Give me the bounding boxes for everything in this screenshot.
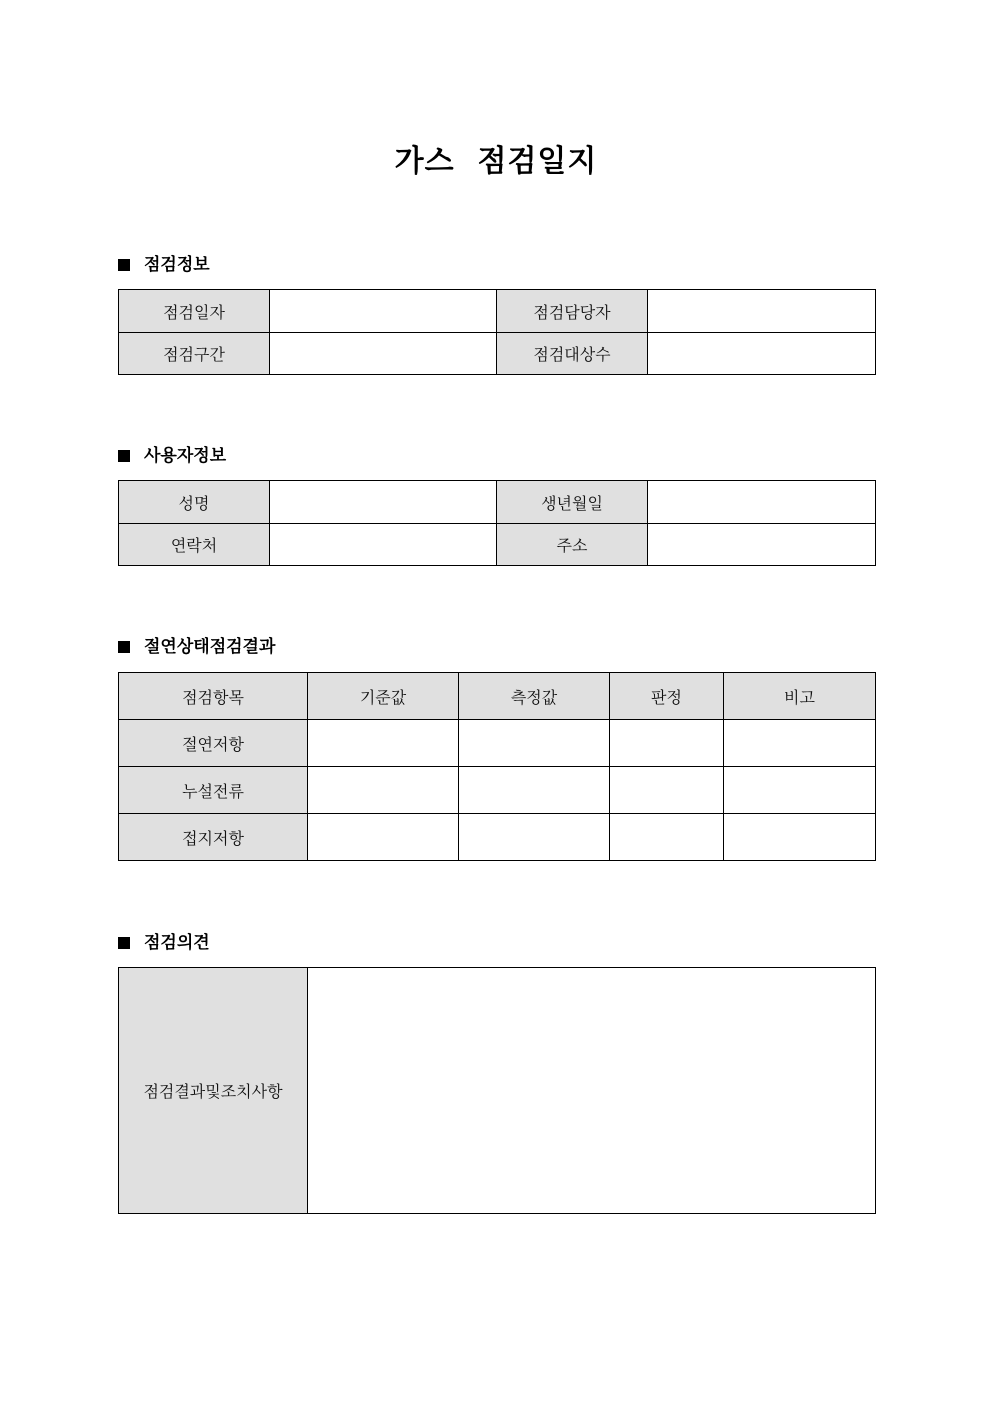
row-label-insulation-resistance: 절연저항 [119, 720, 308, 767]
table-row [119, 290, 876, 333]
contact-label: 연락처 [119, 524, 270, 566]
name-label: 성명 [119, 481, 270, 524]
square-bullet-icon [118, 450, 130, 462]
inspection-date-field[interactable] [270, 290, 497, 333]
section-heading-label: 점검의견 [144, 933, 210, 953]
remarks-cell[interactable] [724, 767, 876, 814]
row-label-leakage-current: 누설전류 [119, 767, 308, 814]
opinion-table [118, 967, 876, 1214]
section-heading-label: 점검정보 [144, 255, 210, 275]
judgment-cell[interactable] [610, 720, 724, 767]
document-title: 가스 점검일지 [394, 144, 598, 179]
measured-value-cell[interactable] [459, 720, 610, 767]
contact-field[interactable] [270, 524, 497, 566]
remarks-cell[interactable] [724, 720, 876, 767]
inspection-date-label: 점검일자 [119, 290, 270, 333]
column-header-remarks: 비고 [724, 673, 876, 720]
column-header-standard: 기준값 [308, 673, 459, 720]
section-heading-label: 사용자정보 [144, 446, 227, 466]
section-heading-insulation-result [118, 635, 275, 659]
square-bullet-icon [118, 259, 130, 271]
row-label-ground-resistance: 접지저항 [119, 814, 308, 861]
inspection-target-count-field[interactable] [648, 333, 876, 375]
opinion-field[interactable] [308, 968, 876, 1214]
section-heading-label: 절연상태점검결과 [144, 637, 276, 657]
column-header-item: 점검항목 [119, 673, 308, 720]
measured-value-cell[interactable] [459, 767, 610, 814]
user-info-table [118, 480, 876, 566]
inspection-info-table [118, 289, 876, 375]
section-heading-user-info [118, 444, 226, 468]
table-row [119, 814, 876, 861]
table-row [119, 524, 876, 566]
address-field[interactable] [648, 524, 876, 566]
birthdate-field[interactable] [648, 481, 876, 524]
square-bullet-icon [118, 641, 130, 653]
judgment-cell[interactable] [610, 814, 724, 861]
inspection-section-label: 점검구간 [119, 333, 270, 375]
name-field[interactable] [270, 481, 497, 524]
section-heading-opinion [118, 931, 210, 955]
birthdate-label: 생년월일 [497, 481, 648, 524]
inspector-field[interactable] [648, 290, 876, 333]
table-row [119, 720, 876, 767]
opinion-label: 점검결과및조치사항 [119, 968, 308, 1214]
inspector-label: 점검담당자 [497, 290, 648, 333]
insulation-result-table [118, 672, 876, 861]
address-label: 주소 [497, 524, 648, 566]
table-row [119, 968, 876, 1214]
judgment-cell[interactable] [610, 767, 724, 814]
section-heading-inspection-info [118, 253, 210, 277]
inspection-target-count-label: 점검대상수 [497, 333, 648, 375]
table-row [119, 333, 876, 375]
standard-value-cell[interactable] [308, 767, 459, 814]
remarks-cell[interactable] [724, 814, 876, 861]
standard-value-cell[interactable] [308, 814, 459, 861]
table-row [119, 481, 876, 524]
column-header-judgment: 판정 [610, 673, 724, 720]
column-header-measured: 측정값 [459, 673, 610, 720]
table-header-row [119, 673, 876, 720]
square-bullet-icon [118, 937, 130, 949]
standard-value-cell[interactable] [308, 720, 459, 767]
inspection-section-field[interactable] [270, 333, 497, 375]
measured-value-cell[interactable] [459, 814, 610, 861]
table-row [119, 767, 876, 814]
